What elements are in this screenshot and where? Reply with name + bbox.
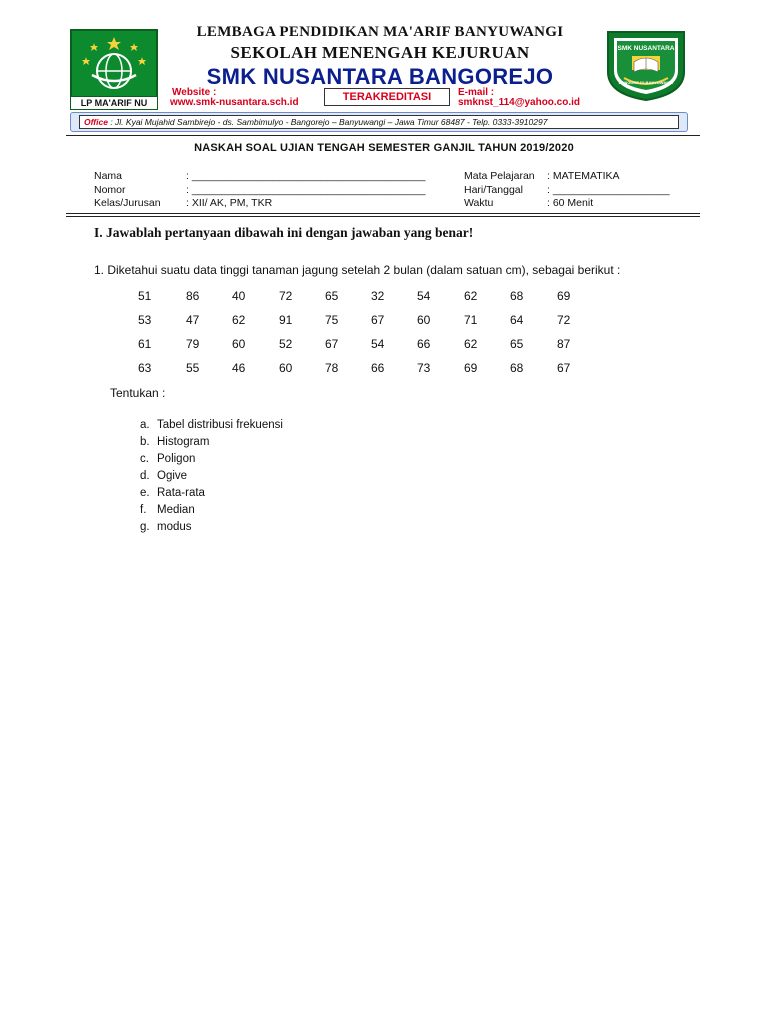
data-cell: 72	[279, 289, 293, 303]
identity-value-hari[interactable]: : ____________________	[547, 184, 670, 196]
data-cell: 52	[279, 337, 293, 351]
data-cell: 55	[186, 361, 200, 375]
data-cell: 51	[138, 289, 152, 303]
data-cell: 86	[186, 289, 200, 303]
task-item: Median	[157, 504, 195, 516]
data-cell: 67	[325, 337, 339, 351]
task-letter: d.	[140, 470, 150, 482]
data-cell: 66	[371, 361, 385, 375]
exam-title: NASKAH SOAL UJIAN TENGAH SEMESTER GANJIL TAHUN 2019/2020	[194, 142, 574, 154]
task-item: Ogive	[157, 470, 188, 482]
office-address	[79, 115, 679, 129]
maarif-nu-caption: LP MA'ARIF NU	[70, 96, 158, 110]
tasks-intro: Tentukan :	[110, 386, 166, 400]
identity-value-kelas: : XII/ AK, PM, TKR	[186, 197, 273, 209]
task-letter: f.	[140, 504, 147, 516]
identity-divider-bottom	[66, 216, 700, 217]
office-label: Office	[84, 117, 108, 127]
identity-value-nomor[interactable]: : ________________________________________	[186, 184, 426, 196]
data-cell: 67	[371, 313, 385, 327]
data-cell: 65	[510, 337, 524, 351]
data-cell: 40	[232, 289, 246, 303]
task-letter: a.	[140, 419, 150, 431]
task-item: Histogram	[157, 436, 210, 448]
accreditation-badge: TERAKREDITASI	[324, 88, 450, 106]
email-link[interactable]: smknst_114@yahoo.co.id	[458, 97, 581, 108]
data-cell: 78	[325, 361, 339, 375]
data-cell: 54	[417, 289, 431, 303]
data-cell: 87	[557, 337, 571, 351]
website-link[interactable]: www.smk-nusantara.sch.id	[170, 97, 299, 108]
data-cell: 60	[417, 313, 431, 327]
task-letter: c.	[140, 453, 149, 465]
data-cell: 66	[417, 337, 431, 351]
data-cell: 47	[186, 313, 200, 327]
identity-label-kelas: Kelas/Jurusan	[94, 197, 161, 209]
data-cell: 32	[371, 289, 385, 303]
task-item: Rata-rata	[157, 487, 205, 499]
smk-nusantara-emblem	[604, 28, 688, 102]
identity-divider-top	[66, 213, 700, 214]
task-item: Tabel distribusi frekuensi	[157, 419, 283, 431]
task-letter: g.	[140, 521, 150, 533]
identity-label-waktu: Waktu	[464, 197, 494, 209]
data-cell: 61	[138, 337, 152, 351]
website-label: Website :	[172, 87, 217, 98]
task-letter: e.	[140, 487, 150, 499]
data-cell: 62	[464, 289, 478, 303]
identity-value-mapel: : MATEMATIKA	[547, 170, 620, 182]
data-cell: 73	[417, 361, 431, 375]
data-cell: 72	[557, 313, 571, 327]
data-cell: 63	[138, 361, 152, 375]
identity-label-hari: Hari/Tanggal	[464, 184, 523, 196]
identity-label-nomor: Nomor	[94, 184, 126, 196]
data-cell: 68	[510, 289, 524, 303]
task-item: modus	[157, 521, 192, 533]
data-cell: 79	[186, 337, 200, 351]
data-cell: 54	[371, 337, 385, 351]
data-cell: 65	[325, 289, 339, 303]
svg-text:BANGOREJO BANYUWANGI: BANGOREJO BANYUWANGI	[618, 80, 674, 85]
identity-label-nama: Nama	[94, 170, 123, 182]
data-cell: 67	[557, 361, 571, 375]
data-cell: 60	[279, 361, 293, 375]
school-type: SEKOLAH MENENGAH KEJURUAN	[230, 43, 530, 62]
svg-text:SMK NUSANTARA: SMK NUSANTARA	[617, 45, 675, 52]
task-letter: b.	[140, 436, 150, 448]
data-cell: 46	[232, 361, 246, 375]
school-name: SMK NUSANTARA BANGOREJO	[206, 64, 554, 89]
institution-name: LEMBAGA PENDIDIKAN MA'ARIF BANYUWANGI	[196, 24, 564, 40]
task-item: Poligon	[157, 453, 196, 465]
data-cell: 62	[232, 313, 246, 327]
office-address-bar	[70, 112, 688, 132]
data-cell: 68	[510, 361, 524, 375]
identity-value-waktu: : 60 Menit	[547, 197, 594, 209]
data-cell: 60	[232, 337, 246, 351]
identity-value-nama[interactable]: : ________________________________________	[186, 170, 426, 182]
question-1: 1. Diketahui suatu data tinggi tanaman jagung setelah 2 bulan (dalam satuan cm), sebagai berikut :	[94, 263, 621, 277]
nu-globe-icon	[80, 35, 148, 95]
data-cell: 75	[325, 313, 339, 327]
header-divider	[66, 135, 700, 136]
identity-label-mapel: Mata Pelajaran	[464, 170, 535, 182]
office-text: : Jl. Kyai Mujahid Sambirejo - ds. Sambimulyo - Bangorejo – Banyuwangi – Jawa Timur 68487 - Telp. 0333-3910297	[110, 117, 548, 127]
data-cell: 71	[464, 313, 478, 327]
data-cell: 53	[138, 313, 152, 327]
data-cell: 64	[510, 313, 524, 327]
data-cell: 69	[464, 361, 478, 375]
section-title: I. Jawablah pertanyaan dibawah ini dengan jawaban yang benar!	[94, 225, 474, 240]
data-cell: 91	[279, 313, 293, 327]
email-label: E-mail :	[458, 87, 495, 98]
data-cell: 69	[557, 289, 571, 303]
data-cell: 62	[464, 337, 478, 351]
